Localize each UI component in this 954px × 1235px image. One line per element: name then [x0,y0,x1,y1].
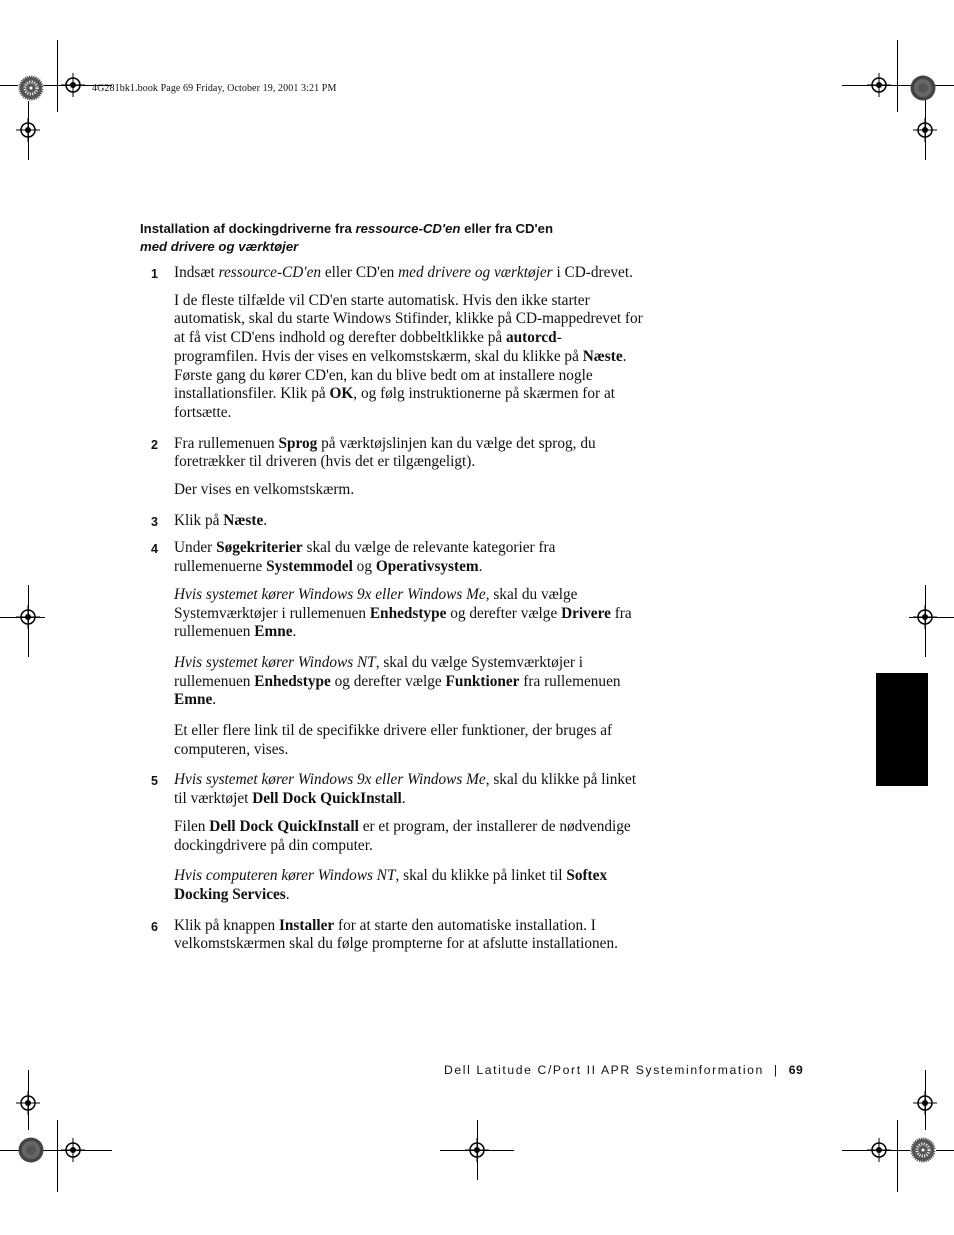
step-2 [151,434,644,500]
section-heading [140,220,660,256]
chapter-thumb-tab [876,673,928,786]
page-footer [444,1063,803,1077]
print-header: 4G281bk1.book Page 69 Friday, October 19, 2001 3:21 PM [92,83,337,94]
color-rosette-icon [18,75,44,101]
footer-title: Dell Latitude C/Port II APR Systeminformation [444,1063,764,1077]
step-paragraph: Hvis systemet kører Windows 9x eller Windows Me, skal du vælge Systemværktøjer i rullemenuen Enhedstype og derefter vælge Drivere fra rullemenuen Emne. [174,585,632,641]
registration-mark-icon [16,1091,40,1115]
registration-mark-icon [61,73,85,97]
step-paragraph: I de fleste tilfælde vil CD'en starte automatisk. Hvis den ikke starter automatisk, skal du starte Windows Stifinder, klikke på CD-mappedrevet for at få vist CD'ens indhold og derefter dobbeltklikke på autorcd-programfilen. Hvis der vises en velkomstskærm, skal du klikke på Næste. Første gang du kører CD'en, kan du blive bedt om at installere nogle installationsfiler. Klik på OK, og følg instruktionerne på skærmen for at fortsætte. [174,291,643,421]
instruction-list [151,264,644,954]
registration-mark-icon [61,1138,85,1162]
crop-mark [897,1120,898,1192]
step-paragraph: Hvis computeren kører Windows NT, skal du klikke på linket til Softex Docking Services. [174,867,608,903]
crop-mark [57,40,58,112]
crop-mark [57,1120,58,1192]
registration-mark-icon [867,73,891,97]
step-paragraph: Klik på knappen Installer for at starte den automatiske installation. I velkomstskærmen skal du følge prompterne for at afslutte installationen. [174,916,618,953]
step-number: 5 [151,774,158,789]
registration-mark-icon [867,1138,891,1162]
step-number: 4 [151,542,158,557]
step-paragraph: Fra rullemenuen Sprog på værktøjslinjen kan du vælge det sprog, du foretrækker til driveren (hvis det er tilgængeligt). [174,434,596,471]
step-4 [151,539,644,759]
step-paragraph: Et eller flere link til de specifikke drivere eller funktioner, der bruges af computeren, vises. [174,722,613,758]
step-3 [151,511,644,531]
step-paragraph: Under Søgekriterier skal du vælge de relevante kategorier fra rullemenuerne Systemmodel og Operativsystem. [174,539,556,576]
registration-mark-icon [913,118,937,142]
heading-text: Installation af dockingdriverne fra [140,221,356,236]
step-6 [151,916,644,954]
heading-text: eller fra CD'en [460,221,554,236]
heading-italic: ressource-CD'en [355,221,461,236]
step-paragraph: Indsæt ressource-CD'en eller CD'en med drivere og værktøjer i CD-drevet. [174,264,633,281]
crop-mark [842,85,954,86]
crop-mark [842,1150,954,1151]
heading-italic: med drivere og værktøjer [140,239,299,254]
footer-separator: | [773,1063,779,1077]
step-paragraph: Der vises en velkomstskærm. [174,481,355,499]
step-1 [151,264,644,423]
step-number: 2 [151,437,158,452]
crop-mark [897,40,898,112]
step-paragraph: Filen Dell Dock QuickInstall er et program, der installerer de nødvendige dockingdrivere på din computer. [174,817,631,854]
step-paragraph: Hvis systemet kører Windows 9x eller Windows Me, skal du klikke på linket til værktøjet Dell Dock QuickInstall. [174,771,637,808]
registration-mark-icon [16,118,40,142]
registration-mark-icon [913,605,937,629]
registration-mark-icon [16,605,40,629]
crop-mark [0,1150,112,1151]
page-number: 69 [788,1063,804,1077]
color-rosette-icon [18,1137,44,1163]
registration-mark-icon [913,1091,937,1115]
step-5 [151,771,644,904]
step-paragraph: Hvis systemet kører Windows NT, skal du vælge Systemværktøjer i rullemenuen Enhedstype og derefter vælge Funktioner fra rullemenuen Emne. [174,653,621,709]
color-rosette-icon [910,75,936,101]
registration-mark-icon [465,1138,489,1162]
step-number: 1 [151,267,158,281]
step-paragraph: Klik på Næste. [174,511,268,529]
step-number: 3 [151,514,158,529]
step-number: 6 [151,919,158,934]
color-rosette-icon [910,1137,936,1163]
